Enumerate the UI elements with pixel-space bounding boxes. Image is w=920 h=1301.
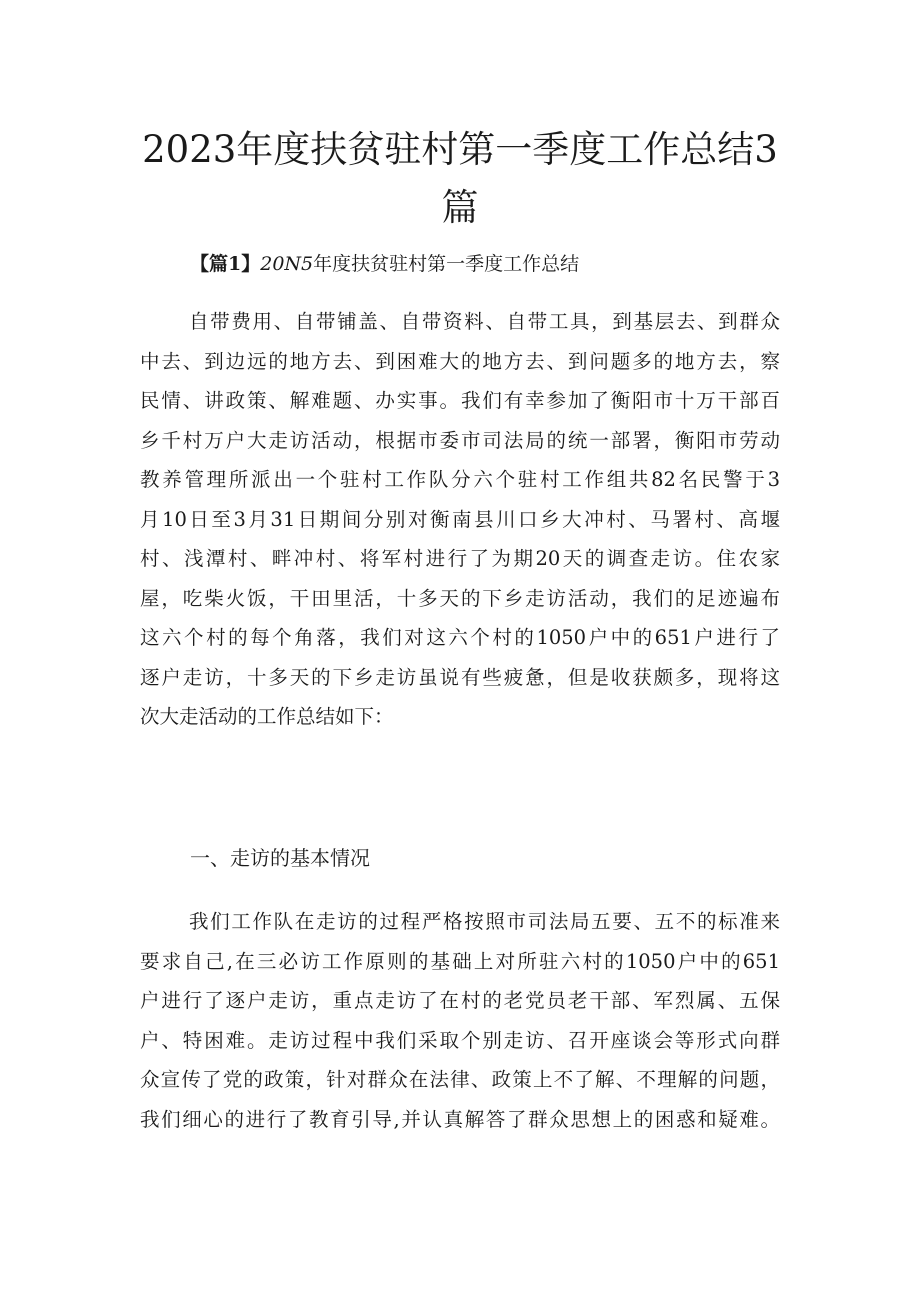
paragraph-line: 户、特困难。走访过程中我们采取个别走访、召开座谈会等形式向群 — [140, 1028, 780, 1052]
subtitle-tag: 【篇1】 — [190, 253, 261, 275]
paragraph-line: 次大走活动的工作总结如下： — [140, 705, 394, 728]
paragraph-line: 民情、讲政策、解难题、办实事。我们有幸参加了衡阳市十万干部百 — [140, 389, 780, 412]
paragraph-line: 中去、到边远的地方去、到困难大的地方去、到问题多的地方去，察 — [140, 349, 780, 373]
subtitle-text: 年度扶贫驻村第一季度工作总结 — [313, 253, 580, 275]
paragraph-line: 自带费用、自带铺盖、自带资料、自带工具，到基层去、到群众 — [189, 310, 780, 333]
paragraph-intro — [140, 302, 780, 737]
paragraph-line: 众宣传了党的政策，针对群众在法律、政策上不了解、不理解的问题， — [140, 1068, 780, 1091]
document-subtitle — [190, 250, 579, 278]
paragraph-line: 村、浅潭村、畔冲村、将军村进行了为期20天的调查走访。住农家 — [140, 547, 780, 570]
paragraph-line: 我们工作队在走访的过程严格按照市司法局五要、五不的标准来 — [189, 910, 780, 933]
paragraph-line: 我们细心的进行了教育引导,并认真解答了群众思想上的困惑和疑难。 — [140, 1107, 780, 1131]
paragraph-line: 户进行了逐户走访，重点走访了在村的老党员老干部、军烈属、五保 — [140, 989, 780, 1012]
subtitle-year: 20N5 — [260, 253, 314, 275]
paragraph-line: 月10日至3月31日期间分别对衡南县川口乡大冲村、马署村、高堰 — [140, 507, 780, 531]
section-heading: 一、走访的基本情况 — [190, 846, 370, 870]
paragraph-line: 这六个村的每个角落，我们对这六个村的1050户中的651户进行了 — [140, 626, 780, 649]
paragraph-line: 逐户走访，十多天的下乡走访虽说有些疲惫，但是收获颇多，现将这 — [140, 665, 780, 689]
paragraph-visit-overview — [140, 902, 780, 1139]
paragraph-line: 乡千村万户大走访活动，根据市委市司法局的统一部署，衡阳市劳动 — [140, 428, 780, 452]
paragraph-line: 要求自己,在三必访工作原则的基础上对所驻六村的1050户中的651 — [140, 949, 780, 973]
document-title-line-2: 篇 — [441, 186, 479, 229]
paragraph-line: 屋，吃柴火饭，干田里活，十多天的下乡走访活动，我们的足迹遍布 — [140, 586, 780, 610]
paragraph-line: 教养管理所派出一个驻村工作队分六个驻村工作组共82名民警于3 — [140, 468, 780, 491]
document-title-line-1: 2023年度扶贫驻村第一季度工作总结3 — [142, 128, 778, 171]
